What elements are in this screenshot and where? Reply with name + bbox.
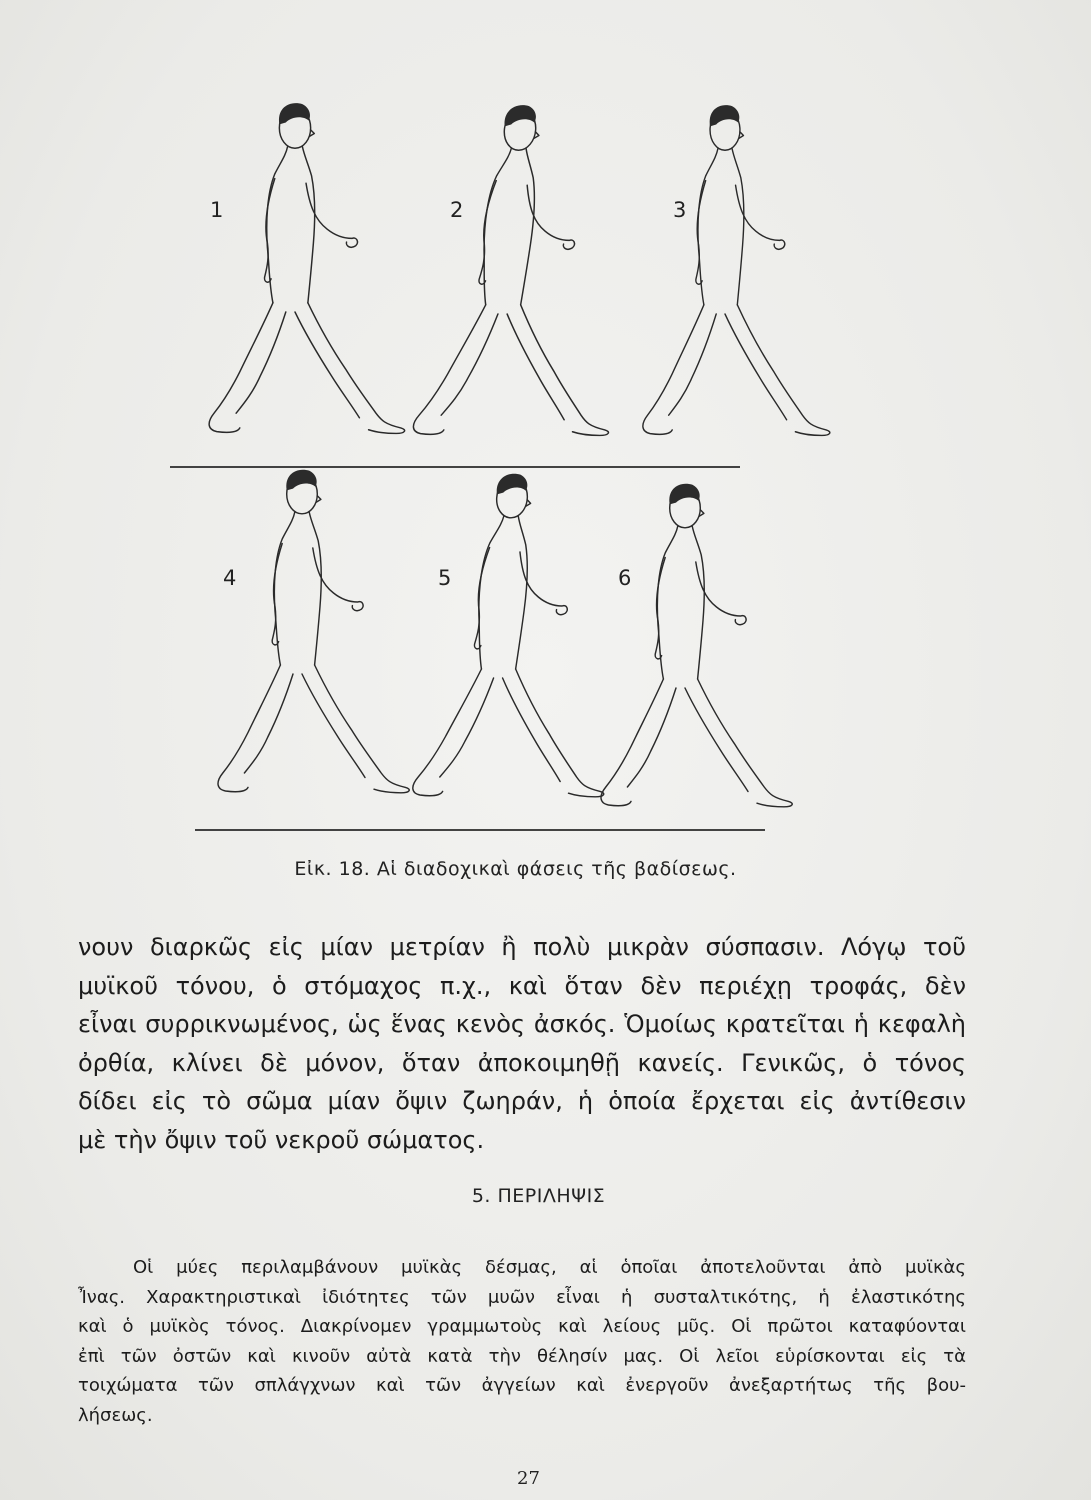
section-heading	[0, 1185, 1091, 1207]
main-text-line: μὲ τὴν ὄψιν τοῦ νεκροῦ σώματος.	[78, 1125, 485, 1154]
summary-line: ἐπὶ τῶν ὀστῶν καὶ κινοῦν αὐτὰ κατὰ τὴν θέλησίν μας. Οἱ λεῖοι εὑρίσκονται εἰς τὰ	[78, 1345, 966, 1367]
summary-paragraph	[78, 1253, 966, 1430]
summary-line: λήσεως.	[78, 1404, 153, 1426]
phase-label-3: 3	[673, 198, 687, 222]
phase-label-1: 1	[210, 198, 224, 222]
page-number	[0, 1468, 1091, 1489]
main-text-line: ὀρθία, κλίνει δὲ μόνον, ὅταν ἀποκοιμηθῇ κανείς. Γενικῶς, ὁ τόνος	[78, 1048, 966, 1077]
summary-line: Ἶνας. Χαρακτηριστικαὶ ἰδιότητες τῶν μυῶν εἶναι ἡ συσταλτικότης, ἡ ἐλαστικότης	[78, 1286, 966, 1308]
walker-phase-2	[413, 105, 632, 435]
summary-line: Οἱ μύες περιλαμβάνουν μυϊκὰς δέσμας, αἱ ὁποῖαι ἀποτελοῦνται ἀπὸ μυϊκὰς	[133, 1257, 966, 1278]
summary-line: καὶ ὁ μυϊκὸς τόνος. Διακρίνομεν γραμμωτοὺς καὶ λείους μῦς. Οἱ πρῶτοι καταφύονται	[78, 1316, 966, 1337]
phase-label-4: 4	[223, 566, 237, 590]
walker-phase-1	[209, 103, 404, 433]
page-number-text: 27	[517, 1468, 540, 1489]
phase-label-2: 2	[450, 198, 464, 222]
summary-line: τοιχώματα τῶν σπλάγχνων καὶ τῶν ἀγγείων καὶ ἐνεργοῦν ἀνεξαρτήτως τῆς βου-	[78, 1375, 966, 1396]
phase-label-6: 6	[618, 566, 632, 590]
walker-phase-3	[643, 105, 830, 435]
main-text-line: νουν διαρκῶς εἰς μίαν μετρίαν ἢ πολὺ μικρὰν σύσπασιν. Λόγῳ τοῦ	[78, 933, 966, 961]
figure-caption	[0, 858, 1091, 880]
walking-phases-figure	[150, 90, 910, 890]
main-text-line: εἶναι συρρικνωμένος, ὡς ἕνας κενὸς ἀσκός. Ὁμοίως κρατεῖται ἡ κεφαλὴ	[78, 1010, 966, 1038]
walking-figures-drawing	[150, 90, 910, 890]
main-paragraph	[78, 928, 966, 1159]
phase-label-5: 5	[438, 566, 452, 590]
walker-phase-4	[218, 470, 409, 793]
figure-caption-text: Εἰκ. 18. Αἱ διαδοχικαὶ φάσεις τῆς βαδίσεως.	[294, 858, 737, 880]
walker-phase-5	[412, 474, 620, 797]
walker-phase-6	[601, 484, 792, 807]
main-text-line: δίδει εἰς τὸ σῶμα μίαν ὄψιν ζωηράν, ἡ ὁποία ἔρχεται εἰς ἀντίθεσιν	[78, 1087, 966, 1115]
section-heading-text: 5. ΠΕΡΙΛΗΨΙΣ	[471, 1185, 606, 1207]
main-text-line: μυϊκοῦ τόνου, ὁ στόμαχος π.χ., καὶ ὅταν δὲν περιέχῃ τροφάς, δὲν	[78, 971, 966, 1000]
